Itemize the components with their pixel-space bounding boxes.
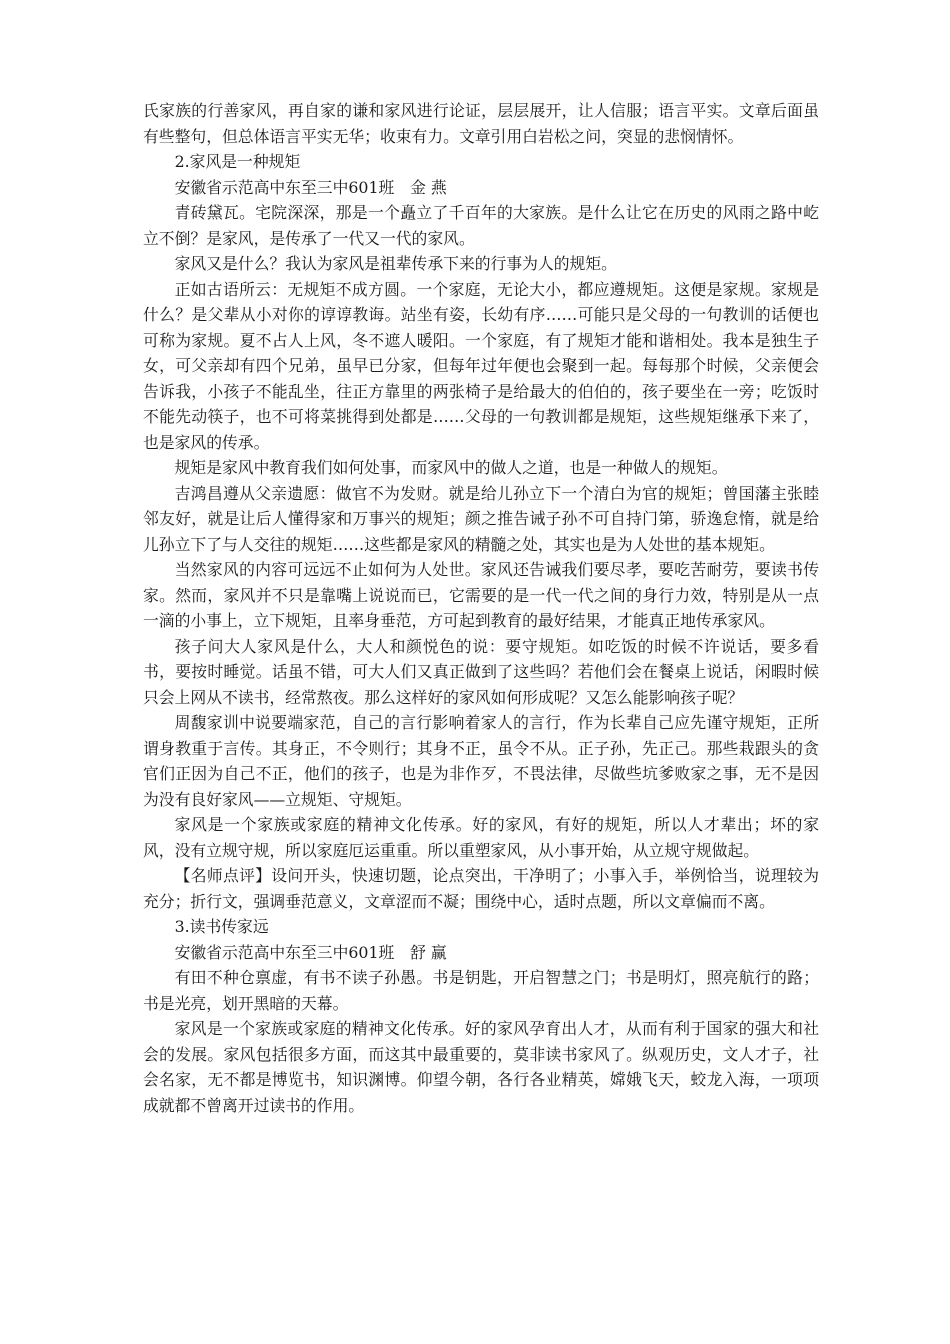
paragraph-commentary-end: 氏家族的行善家风，再自家的谦和家风进行论证，层层展开，让人信服；语言平实。文章后面虽有些整句，但总体语言平实无华；收束有力。文章引用白岩松之问，突显的悲悯情怀。 [143, 101, 819, 146]
paragraph: 孩子问大人家风是什么，大人和颜悦色的说：要守规矩。如吃饭的时候不许说话，要多看书，要按时睡觉。话虽不错，可大人们又真正做到了这些吗？若他们会在餐桌上说话，闲暇时候只会上网从不读书，经常熬夜。那么这样好的家风如何形成呢？又怎么能影响孩子呢？ [143, 636, 819, 707]
paragraph: 正如古语所云：无规矩不成方圆。一个家庭，无论大小，都应遵规矩。这便是家规。家规是什么？是父辈从小对你的谆谆教诲。站坐有姿，长幼有序……可能只是父母的一句教训的话便也可称为家规。夏不占人上风，冬不遮人暖阳。一个家庭，有了规矩才能和谐相处。我本是独生子女，可父亲却有四个兄弟，虽早已分家，但每年过年便也会聚到一起。每每那个时候，父亲便会告诉我，小孩子不能乱坐，往正方靠里的两张椅子是给最大的伯伯的，孩子要坐在一旁；吃饭时不能先动筷子，也不可将菜挑得到处都是……父母的一句教训都是规矩，这些规矩继承下来了，也是家风的传承。 [143, 279, 819, 452]
teacher-commentary: 【名师点评】设问开头，快速切题，论点突出，干净明了；小事入手，举例恰当，说理较为充分；折行文，强调垂范意义，文章涩而不凝；围绕中心，适时点题，所以文章偏而不离。 [143, 866, 819, 911]
essay-title-3: 3.读书传家远 [174, 917, 269, 936]
paragraph: 吉鸿昌遵从父亲遗愿：做官不为发财。就是给儿孙立下一个清白为官的规矩；曾国藩主张睦邻友好，就是让后人懂得家和万事兴的规矩；颜之推告诫子孙不可自持门第，骄逸怠惰，就是给儿孙立下了与人交往的规矩……这些都是家风的精髓之处，其实也是为人处世的基本规矩。 [143, 483, 819, 554]
paragraph: 当然家风的内容可远远不止如何为人处世。家风还告诫我们要尽孝，要吃苦耐劳，要读书传家。然而，家风并不只是靠嘴上说说而已，它需要的是一代一代之间的身行力效，特别是从一点一滴的小事上，立下规矩，且率身垂范，方可起到教育的最好结果，才能真正地传承家风。 [143, 560, 819, 630]
paragraph: 周馥家训中说要端家范，自己的言行影响着家人的言行，作为长辈自己应先谨守规矩，正所谓身教重于言传。其身正，不令则行；其身不正，虽令不从。正子孙，先正己。那些栽跟头的贪官们正因为自己不正，他们的孩子，也是为非作歹，不畏法律，尽做些坑爹败家之事，无不是因为没有良好家风——立规矩、守规矩。 [143, 713, 819, 809]
paragraph: 青砖黛瓦。宅院深深，那是一个矗立了千百年的大家族。是什么让它在历史的风雨之路中屹立不倒？是家风，是传承了一代又一代的家风。 [143, 203, 819, 248]
paragraph: 规矩是家风中教育我们如何处事，而家风中的做人之道，也是一种做人的规矩。 [174, 458, 728, 477]
essay-title-2: 2.家风是一种规矩 [174, 152, 301, 171]
paragraph: 家风是一个家族或家庭的精神文化传承。好的家风，有好的规矩，所以人才辈出；坏的家风，没有立规守规，所以家庭厄运重重。所以重塑家风，从小事开始，从立规守规做起。 [143, 815, 819, 860]
essay-author-3: 安徽省示范高中东至三中601班 舒 赢 [174, 942, 447, 962]
document-page [143, 98, 819, 1118]
paragraph: 有田不种仓禀虚，有书不读子孙愚。书是钥匙，开启智慧之门；书是明灯，照亮航行的路；书是光亮，划开黑暗的天幕。 [143, 968, 819, 1013]
paragraph: 家风又是什么？我认为家风是祖辈传承下来的行事为人的规矩。 [174, 254, 617, 273]
essay-author-2: 安徽省示范高中东至三中601班 金 燕 [174, 177, 447, 197]
paragraph: 家风是一个家族或家庭的精神文化传承。好的家风孕育出人才，从而有利于国家的强大和社会的发展。家风包括很多方面，而这其中最重要的，莫非读书家风了。纵观历史，文人才子，社会名家，无不都是博览书，知识渊博。仰望今朝，各行各业精英，嫦娥飞天，蛟龙入海，一项项成就都不曾离开过读书的作用。 [143, 1019, 819, 1115]
